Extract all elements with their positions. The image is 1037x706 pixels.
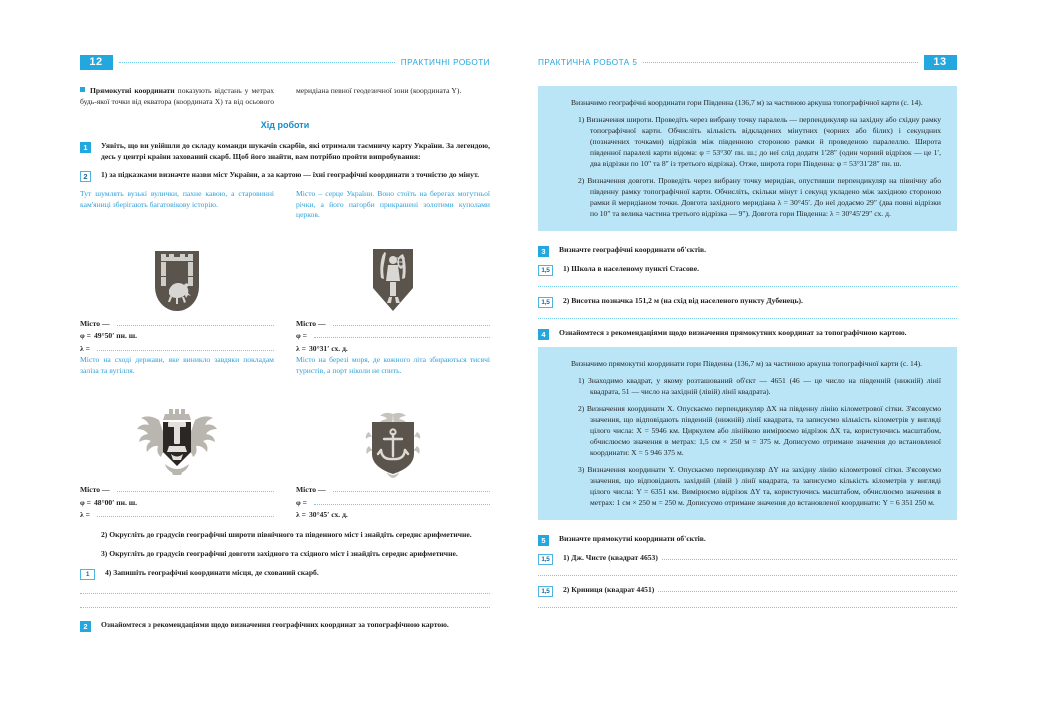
city-2-name-rule[interactable] [333,325,490,326]
city-3-name-rule[interactable] [117,491,274,492]
city-1-name-rule[interactable] [117,325,274,326]
task-5-sub-1 [538,553,957,565]
task-5-sub-1-text: 1) Дж. Чисте (квадрат 4653) [563,553,658,562]
task-3-sub-1-rule[interactable] [538,285,957,287]
city-1-lat-label: φ = [80,331,91,341]
city-card-1 [80,189,274,356]
city-1-crest [80,226,274,312]
city-1-lat-value: 49°50′ пн. ш. [93,331,138,341]
city-4-lat-rule[interactable] [314,504,490,505]
answer-rule-2[interactable] [80,606,490,608]
task-3-sub-2-text: 2) Висотна позначка 151,2 м (на схід від населеного пункту Дубенець). [563,296,803,305]
task-3-sub-2-rule[interactable] [538,317,957,319]
city-4-name-line [296,484,490,497]
city-1-lon-label: λ = [80,343,90,353]
task-last [80,620,490,632]
city-2-lon-value: 30°31′ сх. д. [308,343,348,353]
section-heading: Хід роботи [260,120,310,131]
task-5-number: 5 [538,535,549,546]
task-5-sub-2-inline-rule[interactable] [658,591,957,592]
task-3-text: Визначте географічні координати об'єктів. [559,245,707,254]
task-3 [538,245,957,257]
city-2-lat-label: φ = [296,331,307,341]
task-5-sub-1-rule[interactable] [538,574,957,576]
city-2-lat-line [296,330,490,343]
city-3-lat-label: φ = [80,497,91,507]
info-box-geographic [538,86,957,231]
city-1-lon-line [80,343,274,356]
right-running-title: ПРАКТИЧНА РОБОТА 5 [538,58,638,67]
square-bullet-icon [80,87,85,92]
task-5-sub-2-rule[interactable] [538,606,957,608]
city-4-clue: Місто на березі моря, де кожного літа збираються тисячі туристів, а порт ніколи не спить. [296,355,490,376]
city-2-lon-label: λ = [296,343,306,353]
city-4-name-label: Місто — [296,485,326,495]
left-page [0,0,518,706]
subtask-2-text: 2) Округліть до градусів географічні широти північного та південного міст і знайдіть середнє арифметичне. [101,529,472,539]
box2-item-3: 3) Визначення координати Y. Опускаємо перпендикуляр ΔY на західну лінію кілометрової сітки. З'ясовуємо значення, що відповідають західній (лівій ) лінії квадрата, та записуємо кількість кілометрів у вигляді цілого числа: Y = 6351 км. Вимірюємо відрізок ΔY та, користуючись масштабом, обчислюємо значення в метрах: 1 см × 250 м = 250 м. Дописуємо отримане значення до встановленої координати: Y = 6 351 250 м. [578,465,941,507]
city-3-name-label: Місто — [80,485,110,495]
city-card-2 [296,189,490,356]
info-box-rectangular [538,347,957,520]
city-2-clue: Місто – серце України. Воно стоїть на берегах могутньої річки, а його пагорби прикрашені золотими куполами церков. [296,188,490,220]
task-5-sub-1-inline-rule[interactable] [662,559,957,560]
task-5-sub-2 [538,585,957,597]
right-running-head [538,55,957,70]
city-2-lat-rule[interactable] [314,337,490,338]
left-page-number: 12 [80,55,113,70]
bullet-paragraph-text: показують відстань у метрах будь-якої точки від екватора (координата X) та від осьового меридіана певної геодезичної зони (координата Y). [80,86,462,106]
right-page [518,0,1037,706]
task-3-sub-2-score: 1,5 [538,297,553,308]
task-2-number: 2 [80,171,91,182]
city-4-lon-line [296,509,490,522]
task-1 [80,141,490,163]
city-1-name-line [80,318,274,331]
task-3-sub-2 [538,296,957,308]
task-4-number: 4 [538,329,549,340]
city-3-crest [80,392,274,478]
city-3-name-line [80,484,274,497]
city-1-name-label: Місто — [80,318,110,328]
subtask-2 [80,530,490,542]
city-cards-grid [80,189,490,522]
bullet-lead-term: Прямокутні координати [90,86,175,95]
city-2-crest [296,226,490,312]
city-2-name-line [296,318,490,331]
city-4-crest [296,392,490,478]
box1-intro: Визначимо географічні координати гори Південна (136,7 м) за частиною аркуша топографічної карти (с. 14). [571,98,923,107]
box2-intro: Визначимо прямокутні координати гори Південна (136,7 м) за частиною аркуша топографічної карти (с. 14). [571,359,923,368]
task-4-text: Ознайомтеся з рекомендаціями щодо визначення прямокутних координат за топографічною картою. [559,328,907,337]
city-4-lat-line [296,497,490,510]
city-1-clue: Тут шумлять вузькі вулички, пахне кавою, а старовинні кам'яниці зберігають багатовікову історію. [80,188,274,209]
city-1-lat-line [80,330,274,343]
city-3-lon-line [80,509,274,522]
city-4-lon-value: 30°45′ сх. д. [308,510,348,520]
city-3-clue: Місто на сході держави, яке виникло завдяки покладам заліза та вугілля. [80,355,274,376]
city-card-4 [296,355,490,522]
city-4-name-rule[interactable] [333,491,490,492]
task-3-sub-1-score: 1,5 [538,265,553,276]
task-5-sub-2-score: 1,5 [538,586,553,597]
task-1-number: 1 [80,142,91,153]
box1-item-1: 1) Визначення широти. Проведіть через вибрану точку паралель — перпендикуляр на західну або східну рамку топографічної карти. Обчисліть кількість відкладених мінутних (чорних або білих) і секундних (позначених точками) відрізків між південною стороною рамки й проведеною паралеллю. Широта південної паралелі карти відома: φ = 53°30′ пн. ш.; до неї слід додати 1′28″ (один чорний відрізок — це 1′, два відрізки по 10″ та 8″ із третього відрізка). Отже, широта гори Південна: φ = 53°31′28″ пн. ш. [578,115,941,168]
task-5 [538,534,957,546]
box2-item-2: 2) Визначення координати X. Опускаємо перпендикуляр ΔX на південну лінію кілометрової сітки. З'ясовуємо значення, що відповідають південній (нижній) лінії квадрата, та записуємо кількість кілометрів у вигляді цілого числа: X = 5946 км. Циркулем або лінійкою вимірюємо відрізок ΔX та, користуючись масштабом, обчислюємо значення в метрах: 1,5 см × 250 м = 375 м. Дописуємо отримане значення до встановленої координати: X = 5 946 375 м. [578,404,941,457]
city-3-lon-label: λ = [80,510,90,520]
subtask-3 [80,549,490,561]
right-page-number: 13 [924,55,957,70]
city-4-lon-label: λ = [296,510,306,520]
city-1-lon-rule[interactable] [97,350,274,351]
task-2-text: 1) за підказками визначте назви міст України, а за картою — їхні географічні координати з точністю до мінут. [101,169,480,179]
task-last-text: Ознайомтеся з рекомендаціями щодо визначення географічних координат за топографічною картою. [101,619,449,629]
subtask-4-score: 1 [80,569,95,580]
city-3-lat-value: 48°00′ пн. ш. [93,497,138,507]
subtask-4-text: 4) Запишіть географічні координати місця, де схований скарб. [105,567,319,577]
task-3-sub-1-text: 1) Школа в населеному пункті Стасове. [563,264,700,273]
city-card-3 [80,355,274,522]
city-4-lat-label: φ = [296,497,307,507]
box2-item-1: 1) Знаходимо квадрат, у якому розташований об'єкт — 4651 (46 — це число на південній (нижній) лінії квадрата, 51 — число на західній (лівій) лінії квадрата). [578,376,941,396]
task-5-sub-1-score: 1,5 [538,554,553,565]
task-3-number: 3 [538,246,549,257]
task-5-text: Визначте прямокутні координати об'єктів. [559,534,706,543]
city-2-name-label: Місто — [296,318,326,328]
task-3-sub-1 [538,264,957,276]
box1-item-2: 2) Визначення довготи. Проведіть через вибрану точку меридіан, опустивши перпендикуляр на північну або південну рамку топографічної карти. Обчисліть, скільки мінут і секунд укладено між західною стороною рамки й меридіаном точки. Довгота західного меридіана λ = 30°45′. До неї додаємо 29″ (два повні відрізки по 10″ та велика частина третього відрізка — 9″). Довгота гори Південна: λ = 30°45′29″ сх. д. [578,176,941,218]
city-2-lon-line [296,343,490,356]
bullet-paragraph [80,86,490,107]
left-running-head [80,55,490,70]
city-3-lat-line [80,497,274,510]
dot-leader-right [643,61,918,63]
task-2 [80,170,490,182]
task-4 [538,328,957,340]
subtask-3-text: 3) Округліть до градусів географічні довготи західного та східного міст і знайдіть середнє арифметичне. [101,548,458,558]
answer-rule-1[interactable] [80,592,490,594]
task-last-number: 2 [80,621,91,632]
left-running-title: ПРАКТИЧНІ РОБОТИ [400,58,490,67]
city-3-lon-rule[interactable] [97,516,274,517]
task-1-text: Уявіть, що ви увійшли до складу команди шукачів скарбів, які отримали таємничу карту України. За легендою, десь у центрі країни захований скарб. Щоб його знайти, вам потрібно пройти випробування: [101,141,490,161]
subtask-4 [80,568,490,580]
dot-leader [119,61,395,63]
task-5-sub-2-text: 2) Криниця (квадрат 4451) [563,585,655,594]
